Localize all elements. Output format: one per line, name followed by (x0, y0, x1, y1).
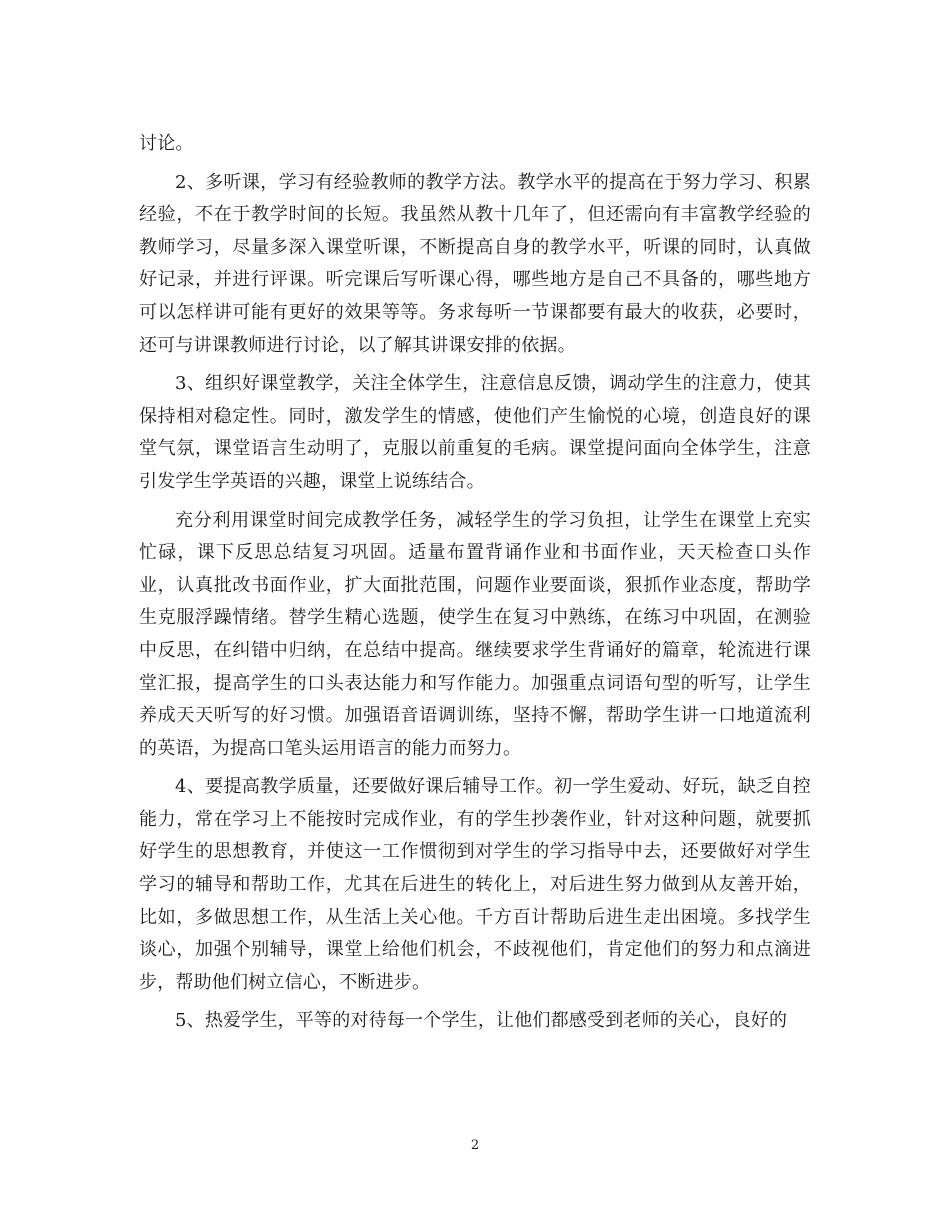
paragraph-homework: 充分利用课堂时间完成教学任务，减轻学生的学习负担，让学生在课堂上充实忙碌，课下反思总结复习巩固。适量布置背诵作业和书面作业，天天检查口头作业，认真批改书面作业，扩大面批范围，问题作业要面谈，狠抓作业态度，帮助学生克服浮躁情绪。替学生精心选题，使学生在复习中熟练，在练习中巩固，在测验中反思，在纠错中归纳，在总结中提高。继续要求学生背诵好的篇章，轮流进行课堂汇报，提高学生的口头表达能力和写作能力。加强重点词语句型的听写，让学生养成天天听写的好习惯。加强语音语调训练，坚持不懈，帮助学生讲一口地道流利的英语，为提高口笔头运用语言的能力而努力。 (139, 509, 811, 759)
document-body (139, 128, 811, 1044)
page-number: 2 (470, 1138, 480, 1153)
paragraph-item-4: 4、要提高教学质量，还要做好课后辅导工作。初一学生爱动、好玩，缺乏自控能力，常在学习上不能按时完成作业，有的学生抄袭作业，针对这种问题，就要抓好学生的思想教育，并使这一工作惯彻到对学生的学习指导中去，还要做好对学生学习的辅导和帮助工作，尤其在后进生的转化上，对后进生努力做到从友善开始，比如，多做思想工作，从生活上关心他。千方百计帮助后进生走出困境。多找学生谈心，加强个别辅导，课堂上给他们机会，不歧视他们，肯定他们的努力和点滴进步，帮助他们树立信心，不断进步。 (139, 776, 811, 993)
paragraph-continuation: 讨论。 (139, 133, 194, 154)
paragraph-item-2: 2、多听课，学习有经验教师的教学方法。教学水平的提高在于努力学习、积累经验，不在于教学时间的长短。我虽然从教十几年了，但还需向有丰富教学经验的教师学习，尽量多深入课堂听课，不断提高自身的教学水平，听课的同时，认真做好记录，并进行评课。听完课后写听课心得，哪些地方是自己不具备的，哪些地方可以怎样讲可能有更好的效果等等。务求每听一节课都要有最大的收获，必要时，还可与讲课教师进行讨论，以了解其讲课安排的依据。 (139, 171, 811, 356)
paragraph-item-3: 3、组织好课堂教学，关注全体学生，注意信息反馈，调动学生的注意力，使其保持相对稳定性。同时，激发学生的情感，使他们产生愉悦的心境，创造良好的课堂气氛，课堂语言生动明了，克服以前重复的毛病。课堂提问面向全体学生，注意引发学生学英语的兴趣，课堂上说练结合。 (139, 373, 811, 492)
paragraph-item-5: 5、热爱学生，平等的对待每一个学生，让他们都感受到老师的关心，良好的 (175, 1010, 788, 1032)
